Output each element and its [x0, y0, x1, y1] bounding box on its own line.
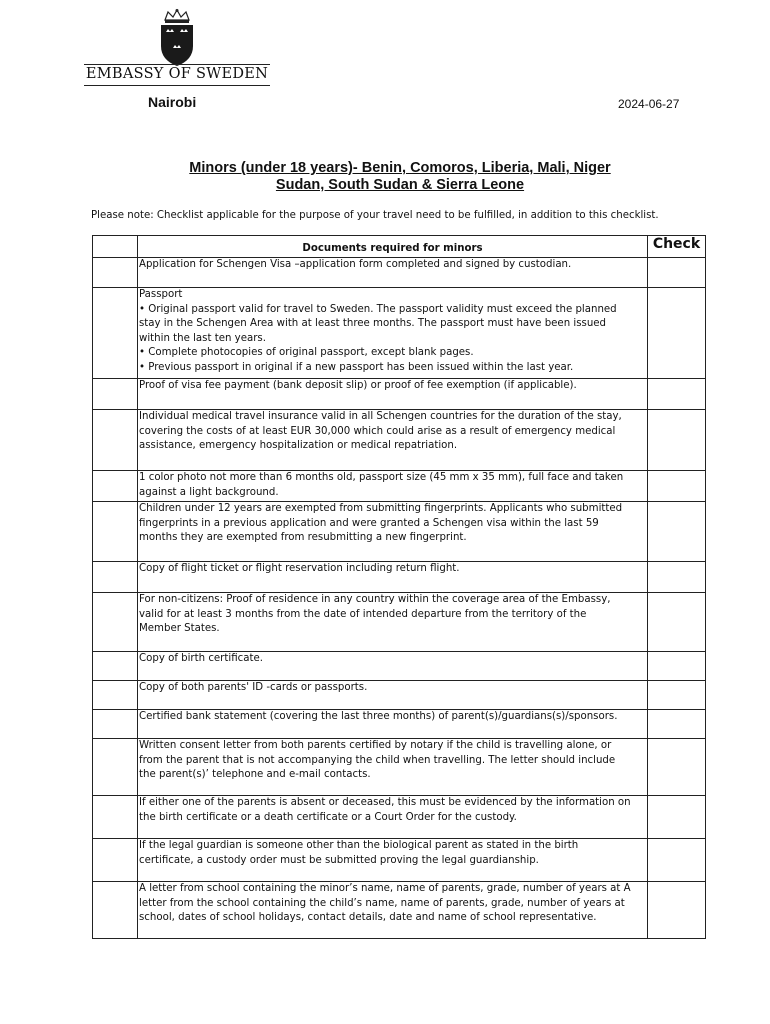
- city-label: Nairobi: [148, 94, 197, 110]
- check-box-cell[interactable]: [648, 839, 706, 882]
- check-box-cell[interactable]: [648, 471, 706, 502]
- table-header-row: [93, 236, 706, 258]
- table-row: [93, 288, 706, 379]
- header-documents: Documents required for minors: [138, 236, 648, 258]
- check-box-cell[interactable]: [648, 681, 706, 710]
- requirement-line: months they are exempted from resubmitting a new fingerprint.: [139, 532, 467, 543]
- requirement-line: the birth certificate or a death certificate or a Court Order for the custody.: [139, 811, 517, 823]
- document-requirement: [138, 379, 648, 410]
- requirement-line: 1 color photo not more than 6 months old, passport size (45 mm x 35 mm), full face and taken: [139, 472, 624, 483]
- row-blank-cell: [93, 796, 138, 839]
- row-blank-cell: [93, 710, 138, 739]
- requirement-line: Copy of both parents' ID -cards or passports.: [139, 682, 368, 693]
- requirement-line: within the last ten years.: [139, 332, 266, 344]
- requirement-line: school, dates of school holidays, contact details, date and name of school representative.: [139, 912, 597, 923]
- requirement-line: Application for Schengen Visa –application form completed and signed by custodian.: [139, 259, 572, 270]
- document-requirement: [138, 839, 648, 882]
- document-requirement: [138, 593, 648, 652]
- requirement-line: covering the costs of at least EUR 30,000 which could arise as a result of emergency medical: [139, 425, 616, 437]
- requirement-line: against a light background.: [139, 486, 279, 498]
- document-requirement: [138, 739, 648, 796]
- table-row: [93, 710, 706, 739]
- requirement-line: • Complete photocopies of original passport, except blank pages.: [139, 347, 474, 358]
- document-requirement: [138, 681, 648, 710]
- table-row: [93, 593, 706, 652]
- requirement-line: Proof of visa fee payment (bank deposit slip) or proof of fee exemption (if applicable).: [139, 380, 577, 391]
- requirement-line: Copy of birth certificate.: [139, 653, 263, 664]
- check-box-cell[interactable]: [648, 739, 706, 796]
- table-row: [93, 796, 706, 839]
- requirement-line: Written consent letter from both parents certified by notary if the child is travelling alone, or: [139, 740, 612, 751]
- row-blank-cell: [93, 471, 138, 502]
- embassy-name: EMBASSY OF SWEDEN: [85, 66, 269, 82]
- requirement-line: certificate, a custody order must be submitted proving the legal guardianship.: [139, 854, 539, 866]
- document-requirement: [138, 288, 648, 379]
- check-box-cell[interactable]: [648, 258, 706, 288]
- table-row: [93, 471, 706, 502]
- requirement-line: Children under 12 years are exempted from submitting fingerprints. Applicants who submitted: [139, 503, 623, 514]
- row-blank-cell: [93, 882, 138, 939]
- row-blank-cell: [93, 288, 138, 379]
- row-blank-cell: [93, 681, 138, 710]
- requirement-line: Copy of flight ticket or flight reservation including return flight.: [139, 563, 460, 574]
- table-row: [93, 652, 706, 681]
- requirement-line: For non-citizens: Proof of residence in any country within the coverage area of the Embassy,: [139, 594, 611, 605]
- row-blank-cell: [93, 410, 138, 471]
- requirement-line: stay in the Schengen Area with at least three months. The passport must have been issued: [139, 318, 607, 329]
- table-row: [93, 562, 706, 593]
- document-requirement: [138, 796, 648, 839]
- check-box-cell[interactable]: [648, 502, 706, 562]
- header-check: Check: [648, 236, 706, 258]
- title-line-2: Sudan, South Sudan & Sierra Leone: [275, 177, 525, 193]
- row-blank-cell: [93, 258, 138, 288]
- document-requirement: [138, 882, 648, 939]
- requirement-line: If the legal guardian is someone other than the biological parent as stated in the birth: [139, 840, 579, 851]
- row-blank-cell: [93, 502, 138, 562]
- logo-bottom-rule: [84, 85, 270, 86]
- check-box-cell[interactable]: [648, 593, 706, 652]
- document-requirement: [138, 410, 648, 471]
- document-requirement: [138, 562, 648, 593]
- document-date: 2024-06-27: [618, 97, 680, 111]
- document-requirement: [138, 258, 648, 288]
- checklist-table: [92, 235, 706, 939]
- document-title: [140, 160, 660, 194]
- document-requirement: [138, 710, 648, 739]
- table-row: [93, 739, 706, 796]
- requirement-line: Certified bank statement (covering the last three months) of parent(s)/guardians(s)/sponsors.: [139, 711, 618, 722]
- requirement-line: Member States.: [139, 623, 220, 634]
- document-requirement: [138, 471, 648, 502]
- row-blank-cell: [93, 562, 138, 593]
- table-row: [93, 379, 706, 410]
- table-row: [93, 681, 706, 710]
- check-box-cell[interactable]: [648, 562, 706, 593]
- header-blank-cell: [93, 236, 138, 258]
- row-blank-cell: [93, 652, 138, 681]
- requirement-line: • Previous passport in original if a new passport has been issued within the last year.: [139, 361, 574, 373]
- requirement-line: assistance, emergency hospitalization or medical repatriation.: [139, 440, 458, 451]
- row-blank-cell: [93, 593, 138, 652]
- check-box-cell[interactable]: [648, 882, 706, 939]
- table-row: [93, 258, 706, 288]
- requirement-line: A letter from school containing the minor’s name, name of parents, grade, number of years at A: [139, 883, 631, 894]
- logo-top-rule: [84, 64, 270, 65]
- requirement-line: Passport: [139, 289, 183, 300]
- check-box-cell[interactable]: [648, 796, 706, 839]
- title-line-1: Minors (under 18 years)- Benin, Comoros, Liberia, Mali, Niger: [189, 160, 611, 176]
- requirement-line: valid for at least 3 months from the date of intended departure from the territory of the: [139, 608, 587, 620]
- check-box-cell[interactable]: [648, 652, 706, 681]
- row-blank-cell: [93, 379, 138, 410]
- requirement-line: • Original passport valid for travel to Sweden. The passport validity must exceed the planned: [139, 303, 617, 315]
- row-blank-cell: [93, 739, 138, 796]
- requirement-line: letter from the school containing the child’s name, name of parents, grade, number of years at: [139, 897, 625, 909]
- table-row: [93, 502, 706, 562]
- requirement-line: Individual medical travel insurance valid in all Schengen countries for the duration of the stay,: [139, 411, 622, 422]
- table-row: [93, 839, 706, 882]
- please-note: Please note: Checklist applicable for the purpose of your travel need to be fulfilled, in addition to this checklist.: [91, 210, 659, 221]
- requirement-line: from the parent that is not accompanying the child when travelling. The letter should include: [139, 754, 616, 766]
- row-blank-cell: [93, 839, 138, 882]
- table-row: [93, 410, 706, 471]
- check-box-cell[interactable]: [648, 410, 706, 471]
- check-box-cell[interactable]: [648, 710, 706, 739]
- table-row: [93, 882, 706, 939]
- check-box-cell[interactable]: [648, 379, 706, 410]
- requirement-line: the parent(s)’ telephone and e-mail contacts.: [139, 769, 371, 780]
- embassy-logo: [84, 8, 270, 90]
- requirement-line: fingerprints in a previous application and were granted a Schengen visa within the last 59: [139, 517, 599, 529]
- requirement-line: If either one of the parents is absent or deceased, this must be evidenced by the information on: [139, 797, 631, 808]
- check-box-cell[interactable]: [648, 288, 706, 379]
- document-requirement: [138, 502, 648, 562]
- document-requirement: [138, 652, 648, 681]
- coat-of-arms-icon: [156, 8, 198, 68]
